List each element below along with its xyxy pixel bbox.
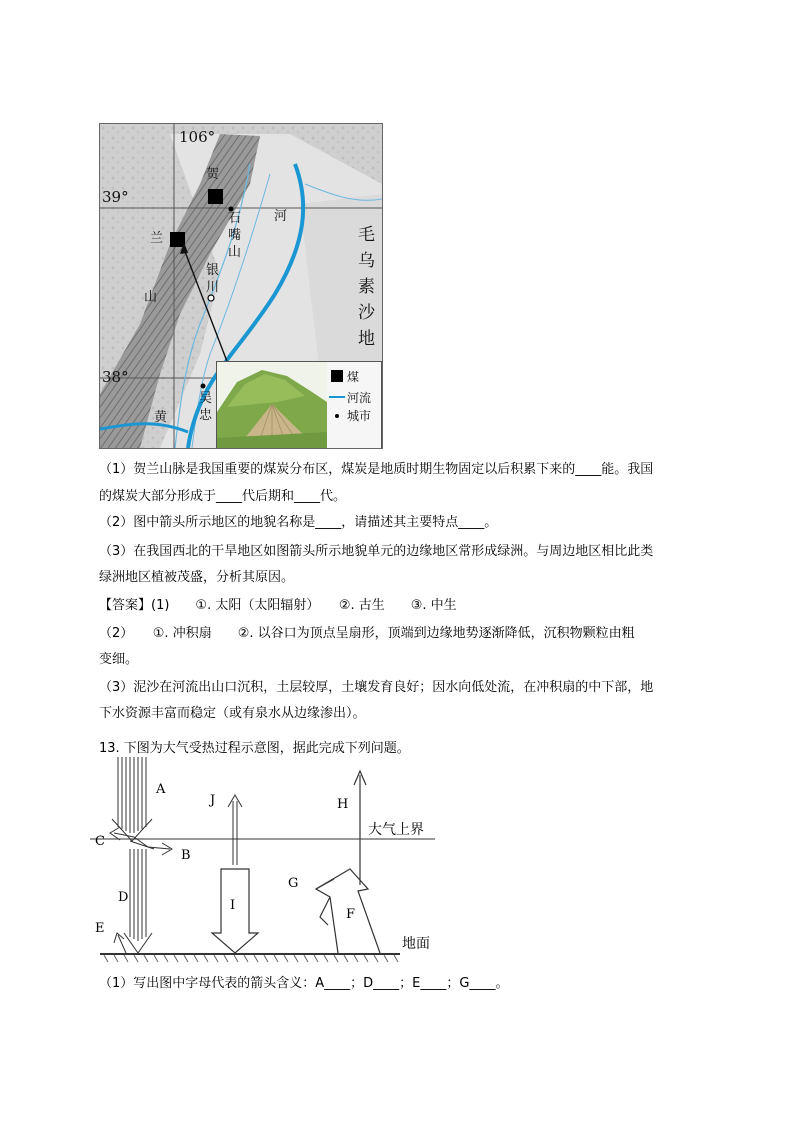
coal-marker [208,189,223,204]
q12-part1-line2: 的煤炭大部分形成于____代后期和____代。 [99,489,347,504]
river-label-huang: 黄 [154,410,168,425]
arrow-e-ground-reflection [114,933,126,953]
coal-marker [170,232,185,247]
helan-label-1: 贺 [206,167,220,182]
q12-part1-line1: （1）贺兰山脉是我国重要的煤炭分布区，煤炭是地质时期生物固定以后积累下来的____能。我国 [99,462,654,477]
answer-part2-line1: （2） ①. 冲积扇 ②. 以谷口为顶点呈扇形，顶端到边缘地势逐渐降低，沉积物颗粒由粗 [99,626,635,641]
label-b: B [181,848,191,863]
label-e: E [95,921,105,936]
q13-stem: 13. 下图为大气受热过程示意图，据此完成下列问题。 [99,741,410,756]
river-legend-swatch [329,396,345,398]
longitude-label: 106° [179,128,216,146]
atmosphere-heating-diagram [90,757,440,967]
alluvial-fan-inset [216,361,382,449]
arrow-j-upward [228,795,242,865]
atmosphere-top-label: 大气上界 [368,822,424,838]
shizuishan-label: 石 嘴 山 [228,211,242,260]
label-f: F [346,907,356,922]
label-a: A [156,782,166,797]
city-dot [201,384,206,389]
wuzhong-label: 吴 忠 [199,391,213,423]
helan-label-2: 兰 [150,231,164,246]
answer-part1: 【答案】(1) ①. 太阳（太阳辐射） ②. 古生 ③. 中生 [99,598,457,613]
answer-part3-line1: （3）泥沙在河流出山口沉积，土层较厚，土壤发育良好；因水向低处流，在冲积扇的中下部，地 [99,680,654,695]
latitude-38-label: 38° [102,368,129,386]
arrow-h-escape [354,771,366,885]
river-legend-label: 河流 [347,391,372,405]
city-legend-swatch [335,414,339,418]
coal-legend-swatch [331,370,343,382]
label-j: J [210,793,216,808]
label-i: I [230,898,236,913]
q12-part3-line2: 绿洲地区植被茂盛，分析其原因。 [99,570,295,585]
label-h: H [337,797,349,812]
map-figure [99,123,383,449]
helan-label-3: 山 [144,290,158,305]
latitude-39-label: 39° [102,188,129,206]
arrow-b-scattering [134,837,172,855]
label-g: G [288,876,299,891]
city-legend-label: 城市 [347,409,372,423]
ground-label: 地面 [402,936,430,952]
river-label-he: 河 [274,209,288,224]
answer-part2-line2: 变细。 [99,652,139,667]
label-c: C [95,834,105,849]
heating-process-drawing [90,757,440,967]
answer-part3-line2: 下水资源丰富而稳定（或有泉水从边缘渗出）。 [99,706,366,721]
q12-part2: （2）图中箭头所示地区的地貌名称是____，请描述其主要特点____。 [99,515,498,530]
label-d: D [118,890,129,905]
yinchuan-label: 银 川 [206,263,220,295]
q12-part3-line1: （3）在我国西北的干旱地区如图箭头所示地貌单元的边缘地区常形成绿洲。与周边地区相比此类 [99,544,654,559]
mu-us-desert-label: 毛 乌 素 沙 地 [358,225,375,349]
q13-part1: （1）写出图中字母代表的箭头含义：A____；D____；E____；G____。 [99,976,509,991]
coal-legend-label: 煤 [347,370,360,384]
